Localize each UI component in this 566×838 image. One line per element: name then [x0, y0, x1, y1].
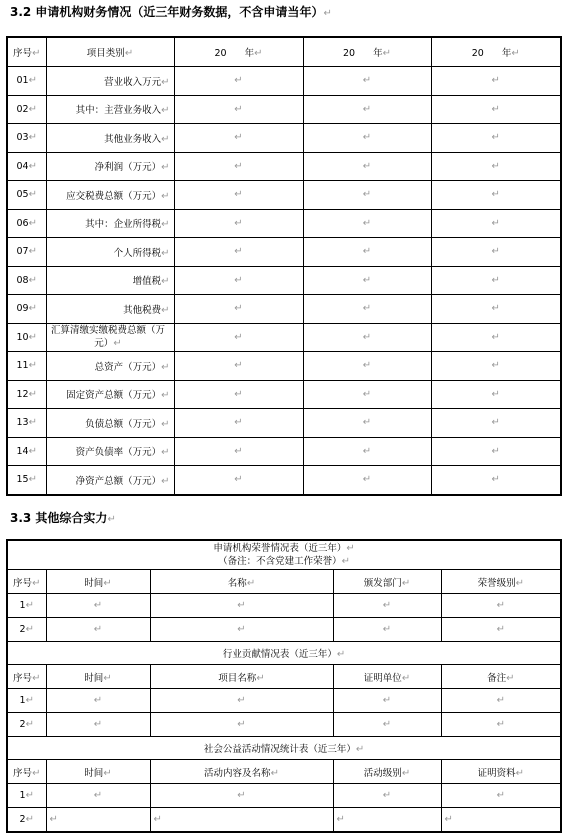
- row-label: 其他税费↵: [46, 295, 174, 324]
- contributions-row-number: 1↵: [7, 689, 46, 713]
- section-3-3-title-text: 3.3 其他综合实力: [10, 511, 108, 525]
- value-cell-year-2[interactable]: ↵: [303, 152, 431, 181]
- contributions-header-cell: 证明单位↵: [333, 665, 441, 689]
- value-cell-year-3[interactable]: ↵: [431, 95, 561, 124]
- charity-input-cell[interactable]: ↵: [333, 784, 441, 808]
- honors-input-cell[interactable]: ↵: [150, 618, 333, 642]
- honors-note: （备注：不含党建工作荣誉）: [218, 556, 342, 567]
- value-cell-year-1[interactable]: ↵: [174, 209, 303, 238]
- value-cell-year-2[interactable]: ↵: [303, 238, 431, 267]
- financial-row: [7, 209, 561, 238]
- row-number: 05↵: [7, 181, 46, 210]
- value-cell-year-1[interactable]: ↵: [174, 295, 303, 324]
- row-number: 02↵: [7, 95, 46, 124]
- charity-title: 社会公益活动情况统计表（近三年）↵: [7, 737, 561, 760]
- financial-row: [7, 152, 561, 181]
- value-cell-year-3[interactable]: ↵: [431, 266, 561, 295]
- contributions-title-row: [7, 642, 561, 665]
- charity-header-cell: 活动级别↵: [333, 760, 441, 784]
- financial-row: [7, 95, 561, 124]
- row-label: 营业收入万元↵: [46, 67, 174, 96]
- value-cell-year-1[interactable]: ↵: [174, 466, 303, 495]
- financial-row: [7, 323, 561, 352]
- charity-header-cell: 活动内容及名称↵: [150, 760, 333, 784]
- value-cell-year-3[interactable]: ↵: [431, 437, 561, 466]
- honors-data-row: [7, 594, 561, 618]
- row-label: 其中：主营业务收入↵: [46, 95, 174, 124]
- honors-input-cell[interactable]: ↵: [333, 618, 441, 642]
- value-cell-year-3[interactable]: ↵: [431, 181, 561, 210]
- financial-row: [7, 380, 561, 409]
- row-label: 负债总额（万元）↵: [46, 409, 174, 438]
- contributions-input-cell[interactable]: ↵: [441, 713, 561, 737]
- value-cell-year-1[interactable]: ↵: [174, 409, 303, 438]
- row-label: 其他业务收入↵: [46, 124, 174, 153]
- charity-row-number: 2↵: [7, 808, 46, 833]
- value-cell-year-1[interactable]: ↵: [174, 181, 303, 210]
- row-number: 12↵: [7, 380, 46, 409]
- row-label: 个人所得税↵: [46, 238, 174, 267]
- value-cell-year-1[interactable]: ↵: [174, 124, 303, 153]
- financial-row: [7, 352, 561, 381]
- value-cell-year-3[interactable]: ↵: [431, 209, 561, 238]
- contributions-input-cell[interactable]: ↵: [46, 689, 150, 713]
- contributions-data-row: [7, 689, 561, 713]
- value-cell-year-3[interactable]: ↵: [431, 67, 561, 96]
- row-label: 汇算清缴实缴税费总额（万元）↵: [46, 323, 174, 352]
- charity-header-cell: 证明资料↵: [441, 760, 561, 784]
- financial-row: [7, 181, 561, 210]
- value-cell-year-2[interactable]: ↵: [303, 295, 431, 324]
- value-cell-year-3[interactable]: ↵: [431, 466, 561, 495]
- value-cell-year-3[interactable]: ↵: [431, 295, 561, 324]
- financial-row: [7, 67, 561, 96]
- honors-title: 申请机构荣誉情况表（近三年）↵ （备注：不含党建工作荣誉）↵: [7, 540, 561, 570]
- honors-data-row: [7, 618, 561, 642]
- contributions-input-cell[interactable]: ↵: [333, 689, 441, 713]
- row-number: 11↵: [7, 352, 46, 381]
- charity-input-cell[interactable]: ↵: [46, 808, 150, 833]
- charity-data-row: [7, 808, 561, 833]
- section-3-2-title-text: 3.2 申请机构财务情况（近三年财务数据，不含申请当年）: [10, 5, 324, 19]
- value-cell-year-2[interactable]: ↵: [303, 209, 431, 238]
- value-cell-year-2[interactable]: ↵: [303, 124, 431, 153]
- honors-row-number: 2↵: [7, 618, 46, 642]
- financial-row: [7, 266, 561, 295]
- value-cell-year-3[interactable]: ↵: [431, 238, 561, 267]
- charity-input-cell[interactable]: ↵: [333, 808, 441, 833]
- row-label: 资产负债率（万元）↵: [46, 437, 174, 466]
- charity-input-cell[interactable]: ↵: [46, 784, 150, 808]
- value-cell-year-1[interactable]: ↵: [174, 95, 303, 124]
- paragraph-mark-icon: ↵: [107, 514, 116, 525]
- financial-row: [7, 437, 561, 466]
- row-label: 固定资产总额（万元）↵: [46, 380, 174, 409]
- strength-table: [6, 539, 562, 833]
- value-cell-year-1[interactable]: ↵: [174, 380, 303, 409]
- charity-data-row: [7, 784, 561, 808]
- value-cell-year-1[interactable]: ↵: [174, 352, 303, 381]
- financial-row: [7, 238, 561, 267]
- section-3-3-title: [10, 511, 116, 527]
- value-cell-year-3[interactable]: ↵: [431, 352, 561, 381]
- honors-input-cell[interactable]: ↵: [150, 594, 333, 618]
- section-3-2-title: [10, 5, 332, 21]
- row-number: 01↵: [7, 67, 46, 96]
- paragraph-mark-icon: ↵: [323, 8, 332, 19]
- honors-row-number: 1↵: [7, 594, 46, 618]
- value-cell-year-2[interactable]: ↵: [303, 323, 431, 352]
- contributions-input-cell[interactable]: ↵: [150, 713, 333, 737]
- header-year-1[interactable]: 20 年↵: [174, 37, 303, 67]
- value-cell-year-2[interactable]: ↵: [303, 95, 431, 124]
- row-number: 09↵: [7, 295, 46, 324]
- charity-title-row: [7, 737, 561, 760]
- charity-header-cell: 序号↵: [7, 760, 46, 784]
- value-cell-year-1[interactable]: ↵: [174, 152, 303, 181]
- row-label: 增值税↵: [46, 266, 174, 295]
- row-number: 04↵: [7, 152, 46, 181]
- row-number: 08↵: [7, 266, 46, 295]
- honors-header-cell: 序号↵: [7, 570, 46, 594]
- row-number: 03↵: [7, 124, 46, 153]
- row-label: 净资产总额（万元）↵: [46, 466, 174, 495]
- row-label: 其中：企业所得税↵: [46, 209, 174, 238]
- value-cell-year-2[interactable]: ↵: [303, 181, 431, 210]
- charity-header-row: [7, 760, 561, 784]
- honors-title-row: [7, 540, 561, 570]
- financial-row: [7, 124, 561, 153]
- charity-input-cell[interactable]: ↵: [150, 808, 333, 833]
- financial-row: [7, 466, 561, 495]
- value-cell-year-1[interactable]: ↵: [174, 437, 303, 466]
- honors-header-cell: 颁发部门↵: [333, 570, 441, 594]
- header-seq: 序号↵: [7, 37, 46, 67]
- honors-input-cell[interactable]: ↵: [46, 618, 150, 642]
- row-number: 06↵: [7, 209, 46, 238]
- value-cell-year-3[interactable]: ↵: [431, 152, 561, 181]
- header-year-3[interactable]: 20 年↵: [431, 37, 561, 67]
- value-cell-year-2[interactable]: ↵: [303, 437, 431, 466]
- financial-row: [7, 409, 561, 438]
- row-number: 14↵: [7, 437, 46, 466]
- contributions-header-cell: 项目名称↵: [150, 665, 333, 689]
- contributions-input-cell[interactable]: ↵: [441, 689, 561, 713]
- contributions-data-row: [7, 713, 561, 737]
- contributions-header-row: [7, 665, 561, 689]
- row-number: 10↵: [7, 323, 46, 352]
- contributions-header-cell: 序号↵: [7, 665, 46, 689]
- value-cell-year-2[interactable]: ↵: [303, 380, 431, 409]
- header-year-2[interactable]: 20 年↵: [303, 37, 431, 67]
- value-cell-year-3[interactable]: ↵: [431, 124, 561, 153]
- row-number: 15↵: [7, 466, 46, 495]
- row-label: 净利润（万元）↵: [46, 152, 174, 181]
- value-cell-year-2[interactable]: ↵: [303, 466, 431, 495]
- row-number: 13↵: [7, 409, 46, 438]
- charity-input-cell[interactable]: ↵: [441, 808, 561, 833]
- row-number: 07↵: [7, 238, 46, 267]
- contributions-input-cell[interactable]: ↵: [46, 713, 150, 737]
- contributions-header-cell: 备注↵: [441, 665, 561, 689]
- value-cell-year-3[interactable]: ↵: [431, 323, 561, 352]
- honors-header-row: [7, 570, 561, 594]
- contributions-title: 行业贡献情况表（近三年）↵: [7, 642, 561, 665]
- financial-header-row: [7, 37, 561, 67]
- row-label: 总资产（万元）↵: [46, 352, 174, 381]
- charity-input-cell[interactable]: ↵: [441, 784, 561, 808]
- value-cell-year-1[interactable]: ↵: [174, 67, 303, 96]
- value-cell-year-2[interactable]: ↵: [303, 266, 431, 295]
- value-cell-year-3[interactable]: ↵: [431, 409, 561, 438]
- financial-row: [7, 295, 561, 324]
- honors-header-cell: 名称↵: [150, 570, 333, 594]
- charity-header-cell: 时间↵: [46, 760, 150, 784]
- honors-header-cell: 荣誉级别↵: [441, 570, 561, 594]
- value-cell-year-1[interactable]: ↵: [174, 323, 303, 352]
- honors-input-cell[interactable]: ↵: [333, 594, 441, 618]
- honors-input-cell[interactable]: ↵: [441, 594, 561, 618]
- honors-input-cell[interactable]: ↵: [441, 618, 561, 642]
- value-cell-year-2[interactable]: ↵: [303, 67, 431, 96]
- value-cell-year-3[interactable]: ↵: [431, 380, 561, 409]
- contributions-input-cell[interactable]: ↵: [150, 689, 333, 713]
- value-cell-year-1[interactable]: ↵: [174, 238, 303, 267]
- financial-table: [6, 36, 562, 496]
- charity-input-cell[interactable]: ↵: [150, 784, 333, 808]
- charity-row-number: 1↵: [7, 784, 46, 808]
- honors-header-cell: 时间↵: [46, 570, 150, 594]
- contributions-row-number: 2↵: [7, 713, 46, 737]
- value-cell-year-2[interactable]: ↵: [303, 409, 431, 438]
- contributions-input-cell[interactable]: ↵: [333, 713, 441, 737]
- value-cell-year-2[interactable]: ↵: [303, 352, 431, 381]
- honors-input-cell[interactable]: ↵: [46, 594, 150, 618]
- header-category: 项目类别↵: [46, 37, 174, 67]
- value-cell-year-1[interactable]: ↵: [174, 266, 303, 295]
- contributions-header-cell: 时间↵: [46, 665, 150, 689]
- row-label: 应交税费总额（万元）↵: [46, 181, 174, 210]
